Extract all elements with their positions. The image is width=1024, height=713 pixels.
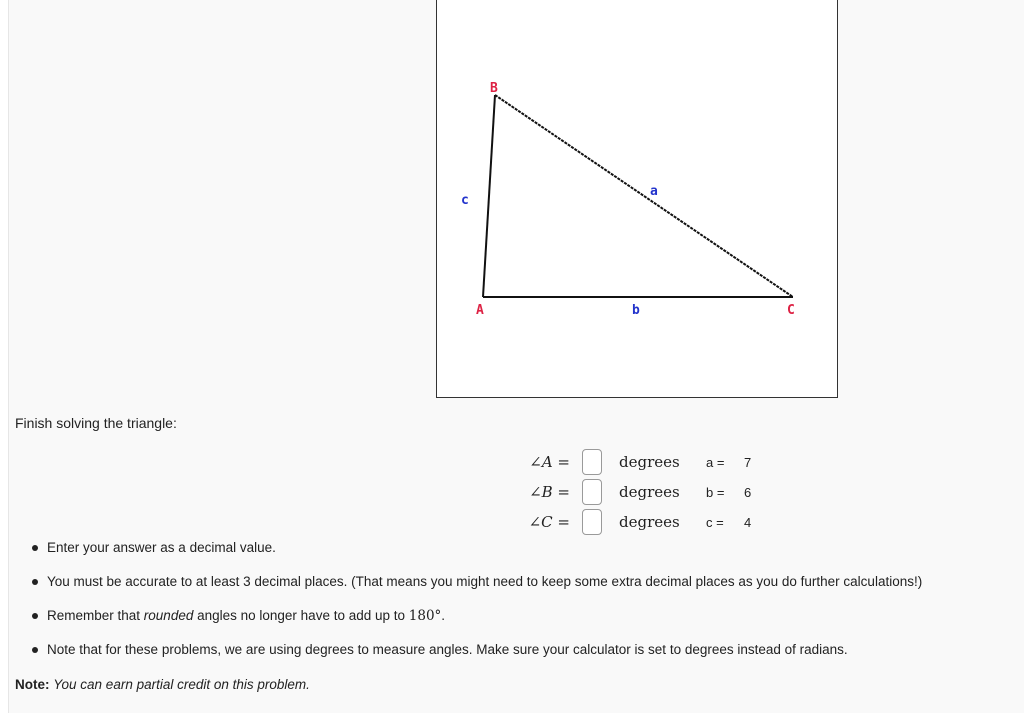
angle-a-input[interactable] [582, 449, 602, 475]
angle-a-label: ∠A = [529, 453, 570, 471]
triangle-diagram [437, 0, 837, 397]
angle-b-row [510, 478, 680, 506]
side-a-value: 7 [744, 454, 752, 470]
angle-a-row [510, 448, 680, 476]
problem-prompt: Finish solving the triangle: [15, 415, 177, 431]
side-a-row [706, 448, 751, 476]
instruction-item [32, 605, 922, 639]
angle-b-label: ∠B = [529, 483, 570, 501]
side-a-label: a [650, 184, 658, 199]
instruction-text: Note that for these problems, we are using degrees to measure angles. Make sure your calculator is set to degrees instead of radians. [47, 642, 848, 657]
bullet-dot [32, 647, 38, 653]
angle-a-unit: degrees [619, 453, 680, 471]
instruction-item [32, 639, 922, 673]
instruction-text-middle: angles no longer have to add up to [193, 608, 409, 623]
side-c-label: c [461, 193, 469, 208]
side-c-line [483, 95, 495, 297]
side-c-name: c = [706, 514, 724, 530]
angle-c-unit: degrees [619, 513, 680, 531]
vertex-a-label: A [476, 303, 484, 318]
instructions-list [32, 537, 922, 673]
instruction-math: 180° [408, 608, 442, 624]
angle-b-unit: degrees [619, 483, 680, 501]
side-c-row [706, 508, 751, 536]
instruction-emphasis: rounded [143, 608, 194, 623]
bullet-dot [32, 579, 38, 585]
vertex-b-label: B [490, 81, 498, 96]
instruction-item [32, 571, 922, 605]
instruction-item [32, 537, 922, 571]
side-b-name: b = [706, 484, 725, 500]
angle-b-input[interactable] [582, 479, 602, 505]
angle-c-input[interactable] [582, 509, 602, 535]
instruction-text: Enter your answer as a decimal value. [47, 540, 276, 555]
bullet-dot [32, 545, 38, 551]
triangle-figure [436, 0, 838, 398]
note-label: Note: [15, 677, 50, 692]
instruction-text: You must be accurate to at least 3 decimal places. (That means you might need to keep some extra decimal places as you do further calculations!) [47, 574, 923, 589]
instruction-text-end: . [441, 608, 446, 623]
side-a-line [495, 95, 793, 297]
instruction-text-start: Remember that [47, 608, 144, 623]
side-b-value: 6 [744, 484, 752, 500]
vertex-c-label: C [787, 303, 795, 318]
bullet-dot [32, 613, 38, 619]
angle-c-row [510, 508, 680, 536]
partial-credit-note [15, 677, 310, 692]
side-c-value: 4 [744, 514, 752, 530]
note-text: You can earn partial credit on this problem. [53, 677, 310, 692]
angle-c-label: ∠C = [528, 513, 570, 531]
side-b-label: b [632, 303, 640, 318]
side-a-name: a = [706, 454, 725, 470]
side-b-row [706, 478, 751, 506]
